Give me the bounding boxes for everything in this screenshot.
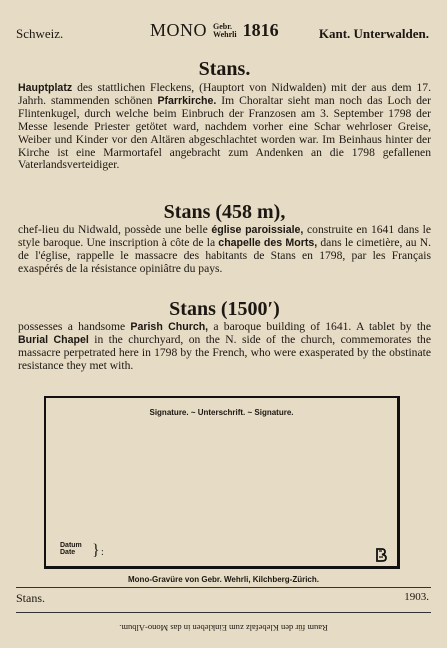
card-header: [16, 20, 431, 46]
publisher-line-1: Gebr.: [213, 21, 233, 31]
signature-box[interactable]: [44, 396, 400, 569]
french-title: Stans (458 m),: [163, 201, 286, 223]
english-bold-chapel: Burial Chapel: [18, 333, 89, 346]
monogram-icon: [375, 548, 387, 562]
french-text-c: dans le cimetière, au N. de l'église, rappelle le massacre des habitants de Stans en 1798, par les Français exaspérés de la résistance opiniâtre du pays.: [18, 235, 431, 275]
date-label: [60, 542, 82, 556]
french-bold-chapel: chapelle des Morts,: [218, 236, 318, 249]
footer-divider: [16, 587, 431, 588]
publisher-line-2: Wehrli: [213, 29, 237, 39]
canton-label: Kant. Unterwalden.: [318, 26, 429, 41]
german-section: [18, 58, 431, 172]
english-text-a: possesses a handsome: [18, 320, 131, 333]
german-text-a: des stattlichen Fleckens, (Hauptort von Nidwalden) mit der aus dem 17. Jahrh. stammenden schönen: [18, 81, 431, 107]
german-bold-church: Pfarrkirche.: [157, 94, 217, 107]
english-title: Stans (1500′): [169, 298, 280, 320]
german-text-b: Im Choraltar sieht man noch das Loch der Flintenkugel, durch welche beim Einbruch der Franzosen am 3. September 1798 der Messe lesende Priester getötet ward, nachdem vorher eine Schar wehrloser Greise, Weiber und Kinder vor den Altären abgeschlachtet worden war. Im Beinhaus hinter der Kirche ist eine Marmortafel angebracht zum Andenken an die 1798 gefallenen Vaterlandsverteidiger.: [18, 93, 432, 172]
country-label: Schweiz.: [16, 26, 64, 41]
album-note: Raum für den Klebefalz zum Einkleben in das Mono-Album.: [119, 623, 328, 633]
brace-glyph: }: [92, 542, 100, 559]
english-text-c: in the churchyard, on the N. side of the church, commemorates the massacre perpetrated here in 1798 by the French, who were exasperated by the obstinate resistance they met with.: [18, 332, 431, 372]
english-bold-church: Parish Church,: [130, 321, 209, 333]
colon-glyph: :: [101, 547, 104, 558]
brand-publisher: [213, 23, 237, 39]
date-label-de: Datum: [60, 542, 82, 549]
bottom-divider: [16, 612, 431, 613]
english-paragraph: [18, 321, 431, 373]
brand-mark: [150, 20, 279, 41]
french-paragraph: [18, 224, 431, 276]
french-text-a: chef-lieu du Nidwald, possède une belle: [18, 223, 212, 236]
german-bold-lead: Hauptplatz: [18, 82, 73, 94]
french-bold-church: église paroissiale,: [211, 224, 304, 236]
german-paragraph: [18, 82, 431, 172]
card-number: 1816: [242, 20, 279, 40]
english-section: [18, 298, 431, 373]
french-section: [18, 201, 431, 276]
french-text-b: construite en 1641 dans le style baroque. Une inscription à côte de la: [18, 223, 432, 249]
engraver-credit: Mono-Gravüre von Gebr. Wehrli, Kilchberg-Zürich.: [128, 575, 319, 584]
signature-label: Signature. ~ Unterschrift. ~ Signature.: [149, 408, 294, 417]
footer-year: 1903.: [404, 591, 429, 603]
date-label-en: Date: [60, 549, 76, 556]
brand-name: MONO: [150, 20, 208, 40]
german-title: Stans.: [198, 58, 251, 80]
footer-place: Stans.: [16, 591, 46, 605]
english-text-b: a baroque building of 1641. A tablet by the: [208, 320, 431, 333]
monogram-logo: [375, 548, 387, 567]
